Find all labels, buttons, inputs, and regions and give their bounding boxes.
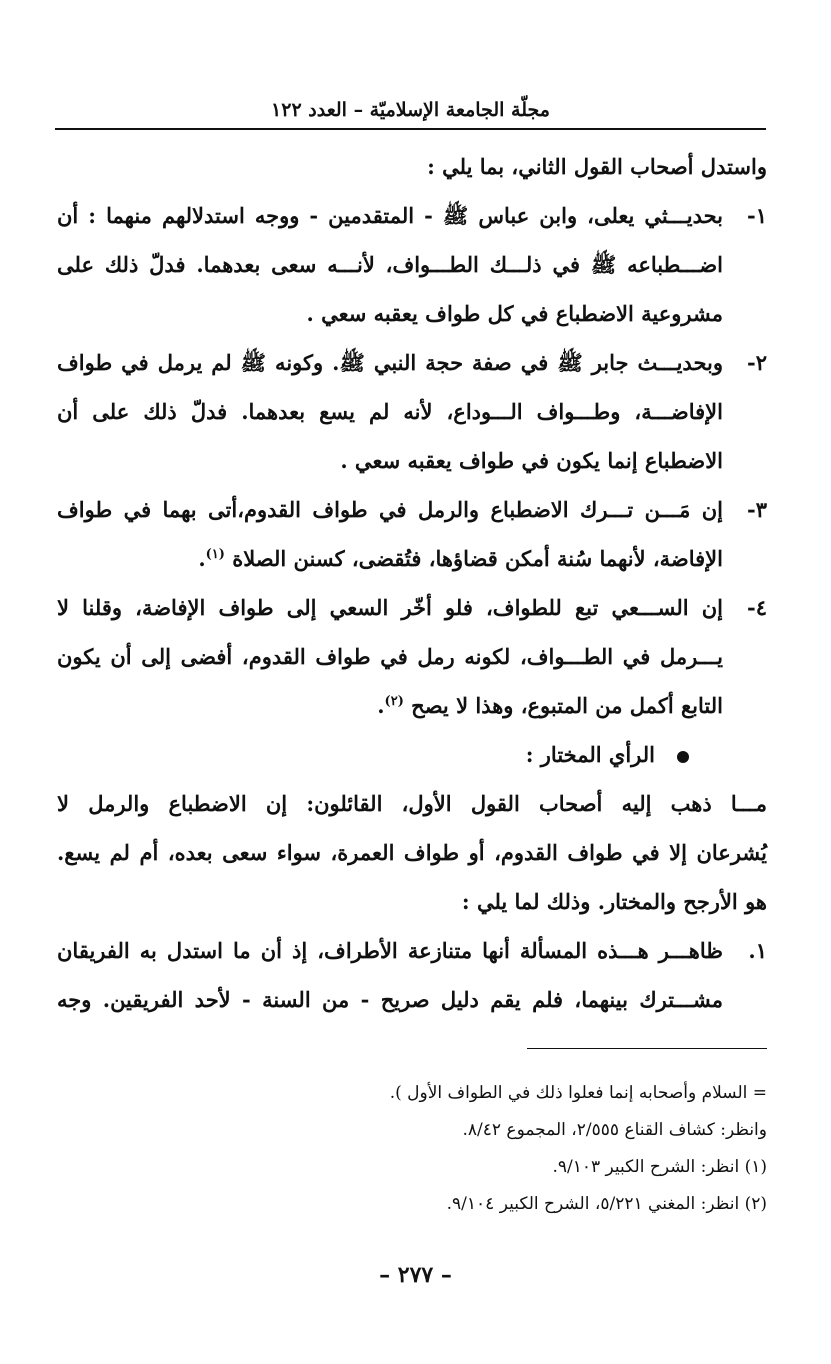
intro-line: واستدل أصحاب القول الثاني، بما يلي : [427, 154, 767, 179]
opinion-heading [57, 730, 767, 779]
evidence-item-3 [57, 485, 767, 583]
text-line: إن الســـعي تبع للطواف، فلو أخّر السعي إلى طواف الإفاضة، وقلنا لا [57, 595, 723, 620]
footnotes [57, 1075, 767, 1223]
bullet-icon [677, 751, 689, 763]
text-line-body: الإفاضة، لأنهما سُنة أمكن قضاؤها، فتُقضى، كسنن الصلاة [232, 546, 723, 571]
running-header [55, 92, 766, 130]
opinion-line: يُشرعان إلا في طواف القدوم، أو طواف العمرة، سواء سعى بعده، أم لم يسع. [57, 840, 767, 865]
text-line: اضـــطباعه ﷺ في ذلـــك الطـــواف، لأنـــه سعى بعدهما. فدلّ ذلك على [57, 252, 723, 277]
item-number: ١. [748, 938, 767, 963]
footnote-ref-2[interactable]: (٢) [384, 694, 404, 709]
text-line: مشـــترك بينهما، فلم يقم دليل صريح - من السنة - لأحد الفريقين. وجه [57, 987, 723, 1012]
footnote-2: (٢) انظر: المغني ٥/٢٢١، الشرح الكبير ٩/١٠٤. [446, 1194, 767, 1214]
text-line: ظاهـــر هـــذه المسألة أنها متنازعة الأطراف، إذ أن ما استدل به الفريقان [57, 938, 723, 963]
text-line: الاضطباع إنما يكون في طواف يعقبه سعي . [340, 448, 723, 473]
line-end: . [198, 546, 206, 571]
item-number: ٢- [747, 350, 767, 375]
item-number: ٤- [747, 595, 767, 620]
footnote-line: وانظر: كشاف القناع ٢/٥٥٥، المجموع ٨/٤٢. [462, 1120, 767, 1140]
text-line: الإفاضـــة، وطـــواف الـــوداع، لأنه لم يسع بعدهما. فدلّ ذلك على أن [57, 399, 723, 424]
footnote-ref-1[interactable]: (١) [205, 547, 225, 562]
evidence-item-1 [57, 191, 767, 338]
footnote-continuation: = السلام وأصحابه إنما فعلوا ذلك في الطواف الأول ). [389, 1083, 767, 1103]
text-line: إن مَـــن تـــرك الاضطباع والرمل في طواف القدوم،أتى بهما في طواف [57, 497, 723, 522]
opinion-heading-text: الرأي المختار : [525, 742, 655, 767]
main-text [57, 142, 767, 1024]
text-line: بحديـــثي يعلى، وابن عباس ﷺ - المتقدمين - ووجه استدلالهم منهما : أن [57, 203, 723, 228]
page-number: – ٢٧٧ – [379, 1262, 452, 1288]
evidence-item-2 [57, 338, 767, 485]
evidence-item-4 [57, 583, 767, 730]
item-number: ٣- [747, 497, 767, 522]
reason-item-1 [57, 926, 767, 1024]
text-line: مشروعية الاضطباع في كل طواف يعقبه سعي . [306, 301, 723, 326]
item-number: ١- [747, 203, 767, 228]
opinion-line: هو الأرجح والمختار. وذلك لما يلي : [461, 889, 767, 914]
footnote-divider [527, 1048, 767, 1049]
line-end: . [377, 693, 385, 718]
text-line-body: التابع أكمل من المتبوع، وهذا لا يصح [411, 693, 723, 718]
text-line [57, 534, 723, 583]
text-line: وبحديـــث جابر ﷺ في صفة حجة النبي ﷺ. وكونه ﷺ لم يرمل في طواف [57, 350, 723, 375]
footnote-1: (١) انظر: الشرح الكبير ٩/١٠٣. [552, 1157, 767, 1177]
journal-title: مجلّة الجامعة الإسلاميّة – العدد ١٢٢ [271, 99, 550, 121]
opinion-line: مـــا ذهب إليه أصحاب القول الأول، القائلون: إن الاضطباع والرمل لا [57, 791, 767, 816]
text-line [57, 681, 723, 730]
text-line: يـــرمل في الطـــواف، لكونه رمل في طواف القدوم، أفضى إلى أن يكون [57, 644, 723, 669]
